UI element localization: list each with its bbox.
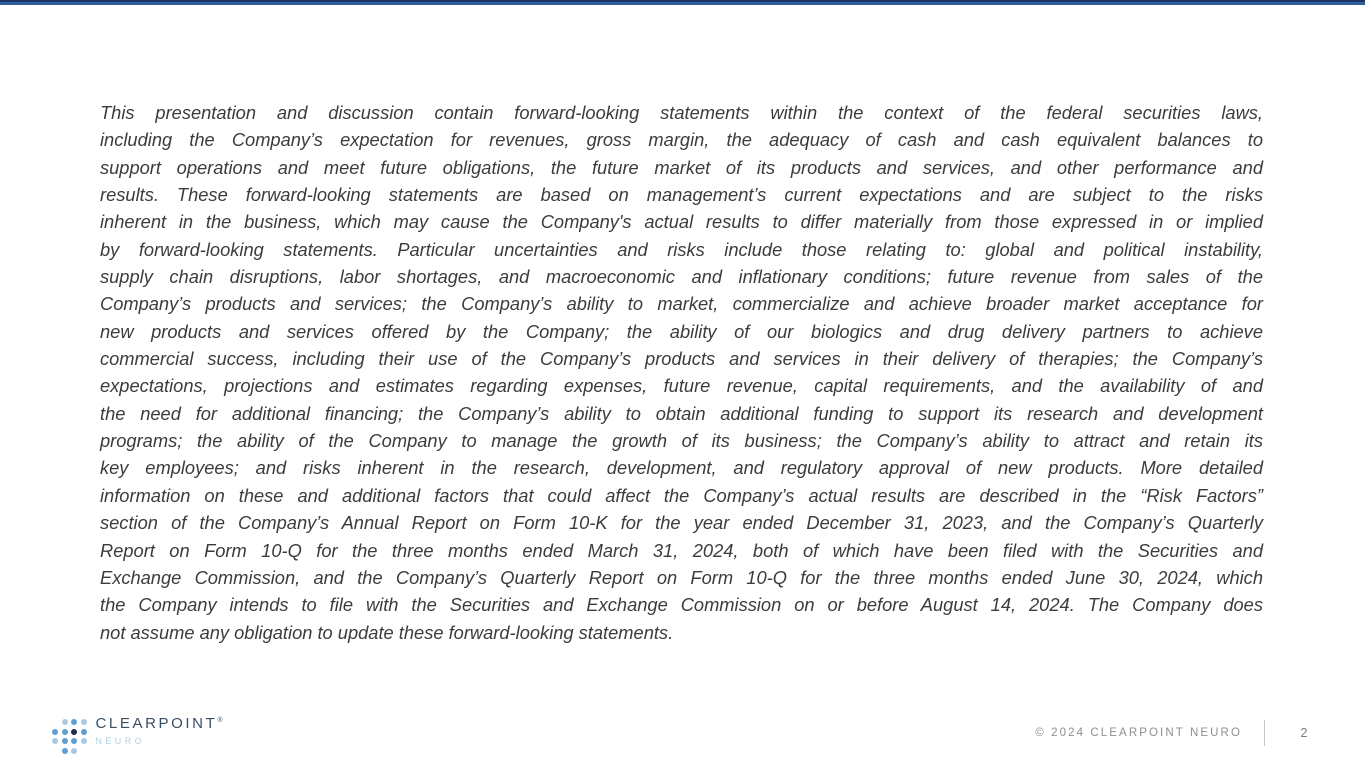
disclaimer-line: the Company intends to file with the Securities and Exchange Commission on or before August 14, 2024. The Company does: [100, 594, 1263, 616]
logo-dot-empty: [52, 719, 58, 725]
disclaimer-line: the need for additional financing; the Company’s ability to obtain additional funding to support its research and development: [100, 402, 1263, 424]
logo-dot: [81, 729, 87, 735]
logo-dot: [71, 748, 77, 754]
logo-dot: [71, 738, 77, 744]
disclaimer-line: support operations and meet future obligations, the future market of its products and services, and other performance and: [100, 156, 1263, 178]
disclaimer-line: programs; the ability of the Company to manage the growth of its business; the Company’s ability to attract and retain its: [100, 430, 1263, 452]
disclaimer-line: information on these and additional factors that could affect the Company’s actual results are described in the “Risk Factors”: [100, 484, 1263, 506]
logo-dot: [62, 729, 68, 735]
logo-dot: [52, 729, 58, 735]
logo-dot: [62, 719, 68, 725]
logo-dot-empty: [52, 748, 58, 754]
top-accent-bar: [0, 0, 1365, 5]
logo-dot-empty: [81, 748, 87, 754]
disclaimer-line: expectations, projections and estimates regarding expenses, future revenue, capital requirements, and the availability of and: [100, 375, 1263, 397]
disclaimer-line: supply chain disruptions, labor shortages, and macroeconomic and inflationary conditions; future revenue from sales of the: [100, 266, 1263, 288]
logo-name-label: CLEARPOINT: [95, 715, 218, 732]
disclaimer-line: key employees; and risks inherent in the research, development, and regulatory approval of new products. More detailed: [100, 457, 1263, 479]
page-number: 2: [1300, 726, 1308, 740]
disclaimer-line: new products and services offered by the Company; the ability of our biologics and drug delivery partners to achieve: [100, 320, 1263, 342]
disclaimer-line: results. These forward-looking statements are based on management’s current expectations and are subject to the risks: [100, 184, 1263, 206]
logo-name: [96, 715, 223, 734]
logo-dot: [81, 738, 87, 744]
disclaimer-line: inherent in the business, which may cause the Company's actual results to differ materially from those expressed in or implied: [100, 211, 1263, 233]
logo-dot: [71, 719, 77, 725]
disclaimer-line: by forward-looking statements. Particular uncertainties and risks include those relating to: global and political instability,: [100, 238, 1263, 260]
disclaimer-line: not assume any obligation to update these forward-looking statements.: [100, 621, 674, 643]
disclaimer-line: section of the Company’s Annual Report on Form 10-K for the year ended December 31, 2023, and the Company’s Quarterly: [100, 512, 1263, 534]
logo-text: [96, 715, 223, 746]
disclaimer-line: Exchange Commission, and the Company’s Quarterly Report on Form 10-Q for the three months ended June 30, 2024, which: [100, 566, 1263, 588]
logo-dot: [62, 738, 68, 744]
logo-dot: [81, 719, 87, 725]
logo-subtitle: NEURO: [95, 735, 146, 746]
registered-trademark-icon: ®: [217, 717, 223, 724]
logo-dots-icon: [52, 719, 87, 754]
disclaimer-line: including the Company’s expectation for revenues, gross margin, the adequacy of cash and cash equivalent balances to: [100, 129, 1263, 151]
disclaimer-line: Company’s products and services; the Company’s ability to market, commercialize and achieve broader market acceptance for: [100, 293, 1263, 315]
footer: [1035, 718, 1343, 748]
disclaimer-line: commercial success, including their use of the Company’s products and services in their delivery of therapies; the Company’s: [100, 348, 1263, 370]
disclaimer-line: Report on Form 10-Q for the three months ended March 31, 2024, both of which have been filed with the Securities and: [100, 539, 1263, 561]
copyright-text: © 2024 CLEARPOINT NEURO: [1035, 727, 1242, 739]
logo-dot: [71, 729, 77, 735]
disclaimer-line: This presentation and discussion contain forward-looking statements within the context of the federal securities laws,: [100, 102, 1263, 123]
clearpoint-logo: [52, 715, 223, 754]
disclaimer-text: [100, 99, 1263, 646]
logo-dot: [52, 738, 58, 744]
logo-dot: [62, 748, 68, 754]
